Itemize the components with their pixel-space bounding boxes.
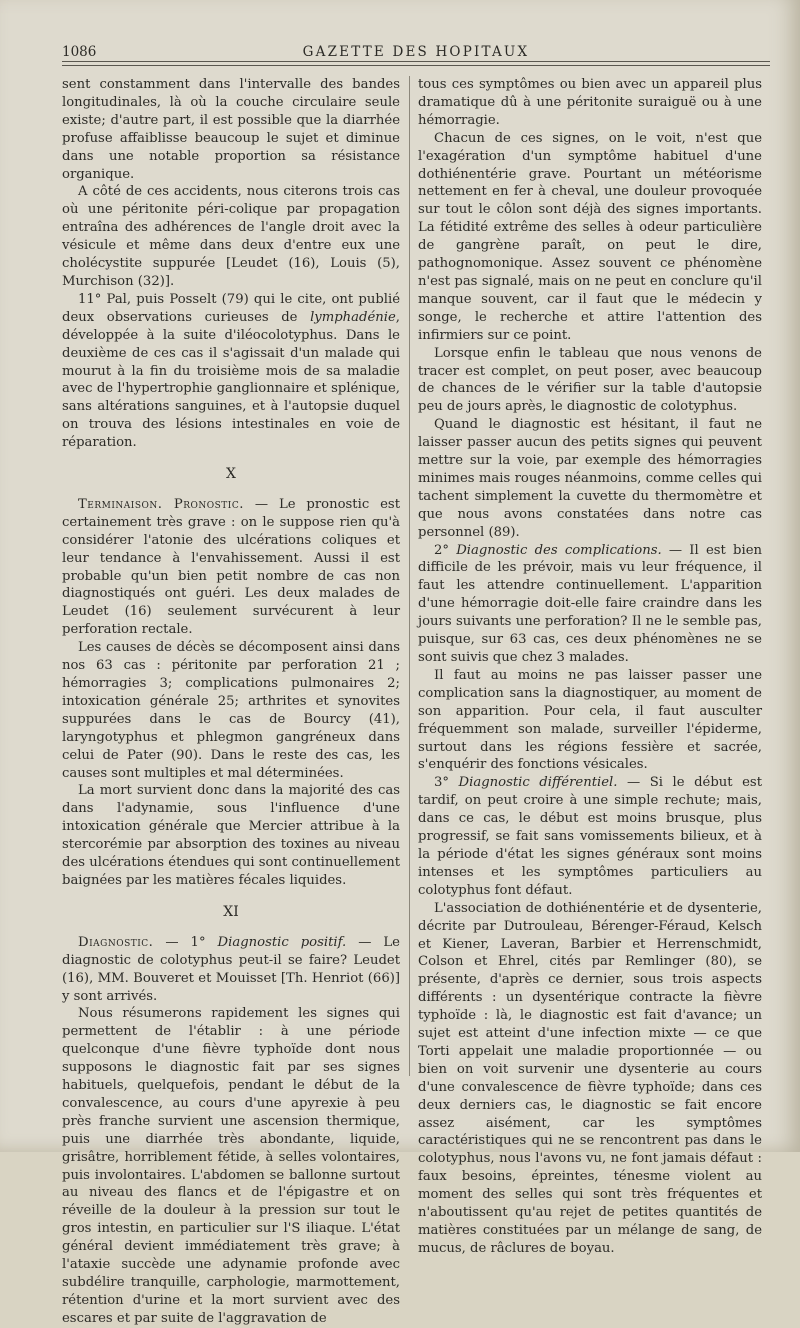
text-run: 3° xyxy=(434,775,459,791)
italic-term: Diagnostic positif. xyxy=(217,934,347,950)
right-column xyxy=(418,76,762,1258)
paragraph xyxy=(418,542,762,667)
paragraph xyxy=(62,291,400,452)
section-lead: Terminaison. Pronostic. xyxy=(78,496,244,512)
paragraph: L'association de dothiénentérie et de dysenterie, décrite par Dutrouleau, Bérenger-Féraud, Kelsch et Kiener, Laveran, Barbier et Herrenschmidt, Colson et Ehrel, cités par Remlinger (80), se présente, d'après ce dernier, sous trois aspects différents : un dysentérique contracte la fièvre typhoïde : là, le diagnostic est fait d'avance; un sujet est atteint d'une infection mixte — ce que Torti appelait une maladie proportionnée — ou bien on voit survenir une dysenterie au cours d'une convalescence de fièvre typhoïde; dans ces deux derniers cas, le diagnostic se fait encore assez aisément, car les symptômes caractéristiques qui ne se rencontrent pas dans le colotyphus, nous l'avons vu, ne font jamais défaut : faux besoins, épreintes, ténesme violent au moment des selles qui sont très fréquentes et n'aboutissent qu'au rejet de petites quantités de matières constituées par un mélange de sang, de mucus, de râclures de boyau. xyxy=(418,900,762,1256)
italic-term: Diagnostic des complications. xyxy=(456,542,662,558)
header-rule-thin xyxy=(62,65,770,66)
left-column xyxy=(62,76,400,1328)
paragraph: Chacun de ces signes, on le voit, n'est que l'exagération d'un symptôme habituel d'une dothiénentérie grave. Pourtant un météorisme nettement en fer à cheval, une douleur provoquée sur tout le côlon sont déjà des signes importants. La fétidité extrême des selles à odeur particulière de gangrène paraît, on peut le dire, pathognomonique. Assez souvent ce phénomène n'est pas signalé, mais on ne peut en conclure qu'il manque souvent, car il faut que le médecin y songe, le recherche et attire l'attention des infirmiers sur ce point. xyxy=(418,130,762,343)
paragraph: Nous résumerons rapidement les signes qui permettent de l'établir : à une période quelconque d'une fièvre typhoïde dont nous supposons le diagnostic fait par ses signes habituels, quelquefois, pendant le début de la convalescence, au cours d'une apyrexie à peu près franche survient une ascension thermique, puis une diarrhée très abondante, liquide, grisâtre, horriblement fétide, à selles volontaires, puis involontaires. L'abdomen se ballonne surtout au niveau des flancs et de l'épigastre et on réveille de la douleur à la pression sur tout le gros intestin, en particulier sur l'S iliaque. L'état général devient immédiatement très grave; à l'ataxie succède une adynamie profonde avec subdélire tranquille, carphologie, marmottement, rétention d'urine et la mort survient avec des escares et par suite de l'aggravation de xyxy=(62,1006,400,1326)
text-run: — 1° xyxy=(153,934,218,950)
paragraph: tous ces symptômes ou bien avec un appareil plus dramatique dû à une péritonite suraiguë ou à une hémorragie. xyxy=(418,77,762,128)
column-divider xyxy=(409,76,410,1076)
paragraph: Quand le diagnostic est hésitant, il faut ne laisser passer aucun des petits signes qui peuvent mettre sur la voie, par exemple des hémorragies minimes mais rouges néanmoins, comme celles qui tachent simplement la cuvette du thermomètre et que nous avons constatées dans notre cas personnel (89). xyxy=(418,417,762,540)
italic-term: Diagnostic différentiel. xyxy=(458,775,618,791)
page-number: 1086 xyxy=(62,44,97,60)
text-run: — Si le début est tardif, on peut croire à une simple rechute; mais, dans ce cas, le début est moins brusque, plus progressif, se fait sans vomissements bilieux, et à la période d'état les signes généraux sont moins intenses et les symptômes particuliers au colotyphus font défaut. xyxy=(418,775,762,898)
section-lead: Diagnostic. xyxy=(78,934,154,950)
paragraph: Lorsque enfin le tableau que nous venons de tracer est complet, on peut poser, avec beaucoup de chances de le vérifier sur la table d'autopsie peu de jours après, le diagnostic de colotyphus. xyxy=(418,345,762,415)
text-run: — Il est bien difficile de les prévoir, mais vu leur fréquence, il faut les attendre continuellement. L'apparition d'une hémorragie doit-elle faire craindre dans les jours suivants une perforation? Il ne le semble pas, puisque, sur 63 cas, ces deux phénomènes ne se sont suivis que chez 3 malades. xyxy=(418,542,762,665)
text-run: 11° Pal, puis Posselt (79) qui le cite, ont publié deux observations curieuses de xyxy=(62,291,400,325)
paragraph: Il faut au moins ne pas laisser passer une complication sans la diagnostiquer, au moment de son apparition. Pour cela, il faut ausculter fréquemment son malade, surveiller l'épiderme, surtout dans les régions fessière et sacrée, s'enquérir des fonctions vésicales. xyxy=(418,667,762,773)
running-title: GAZETTE DES HOPITAUX xyxy=(302,44,530,60)
paragraph xyxy=(62,934,400,1006)
text-run: 2° xyxy=(434,542,457,558)
italic-term: lymphadénie xyxy=(310,309,396,325)
paragraph xyxy=(62,496,400,639)
paragraph: sent constamment dans l'intervalle des bandes longitudinales, là où la couche circulaire seule existe; d'autre part, il est possible que la diarrhée profuse affaiblisse beaucoup le sujet et diminue dans une notable proportion sa résistance organique. xyxy=(62,77,400,182)
paragraph: A côté de ces accidents, nous citerons trois cas où une péritonite péri-colique par propagation entraîna des adhérences de l'angle droit avec la vésicule et même dans deux d'entre eux une cholécystite suppurée [Leudet (16), Louis (5), Murchison (32)]. xyxy=(62,184,400,289)
text-run: — Le diagnostic de colotyphus peut-il se faire? Leudet (16), MM. Bouveret et Mouisset [Th. Henriot (66)] y sont arrivés. xyxy=(62,934,400,1004)
text-run: — Le pronostic est certainement très grave : on le suppose rien qu'à considérer l'atonie des ulcérations coliques et leur tendance à l'envahissement. Aussi il est probable qu'un bien petit nombre de cas non diagnostiqués ont guéri. Les deux malades de Leudet (16) seulement survécurent à leur perforation rectale. xyxy=(62,496,400,638)
paragraph xyxy=(418,774,762,899)
paragraph: La mort survient donc dans la majorité des cas dans l'adynamie, sous l'influence d'une intoxication générale que Mercier attribue à la stercorémie par absorption des toxines au niveau des ulcérations étendues qui sont continuellement baignées par les matières fécales liquides. xyxy=(62,783,400,888)
paragraph: Les causes de décès se décomposent ainsi dans nos 63 cas : péritonite par perforation 21 ; hémorragies 3; complications pulmonaires 2; intoxication générale 25; arthrites et synovites suppurées dans le cas de Bourcy (41), laryngotyphus et phlegmon gangréneux dans celui de Pater (90). Dans le reste des cas, les causes sont multiples et mal déterminées. xyxy=(62,640,400,781)
header-rule xyxy=(62,61,770,62)
text-run: , développée à la suite d'iléocolotyphus. Dans le deuxième de ces cas il s'agissait d'un malade qui mourut à la fin du troisième mois de sa maladie avec de l'hypertrophie ganglionnaire et splénique, sans altérations sanguines, et à l'autopsie duquel on trouva des lésions intestinales en voie de réparation. xyxy=(62,309,400,451)
section-heading-xi: XI xyxy=(223,903,239,920)
section-heading-x: X xyxy=(226,466,236,483)
